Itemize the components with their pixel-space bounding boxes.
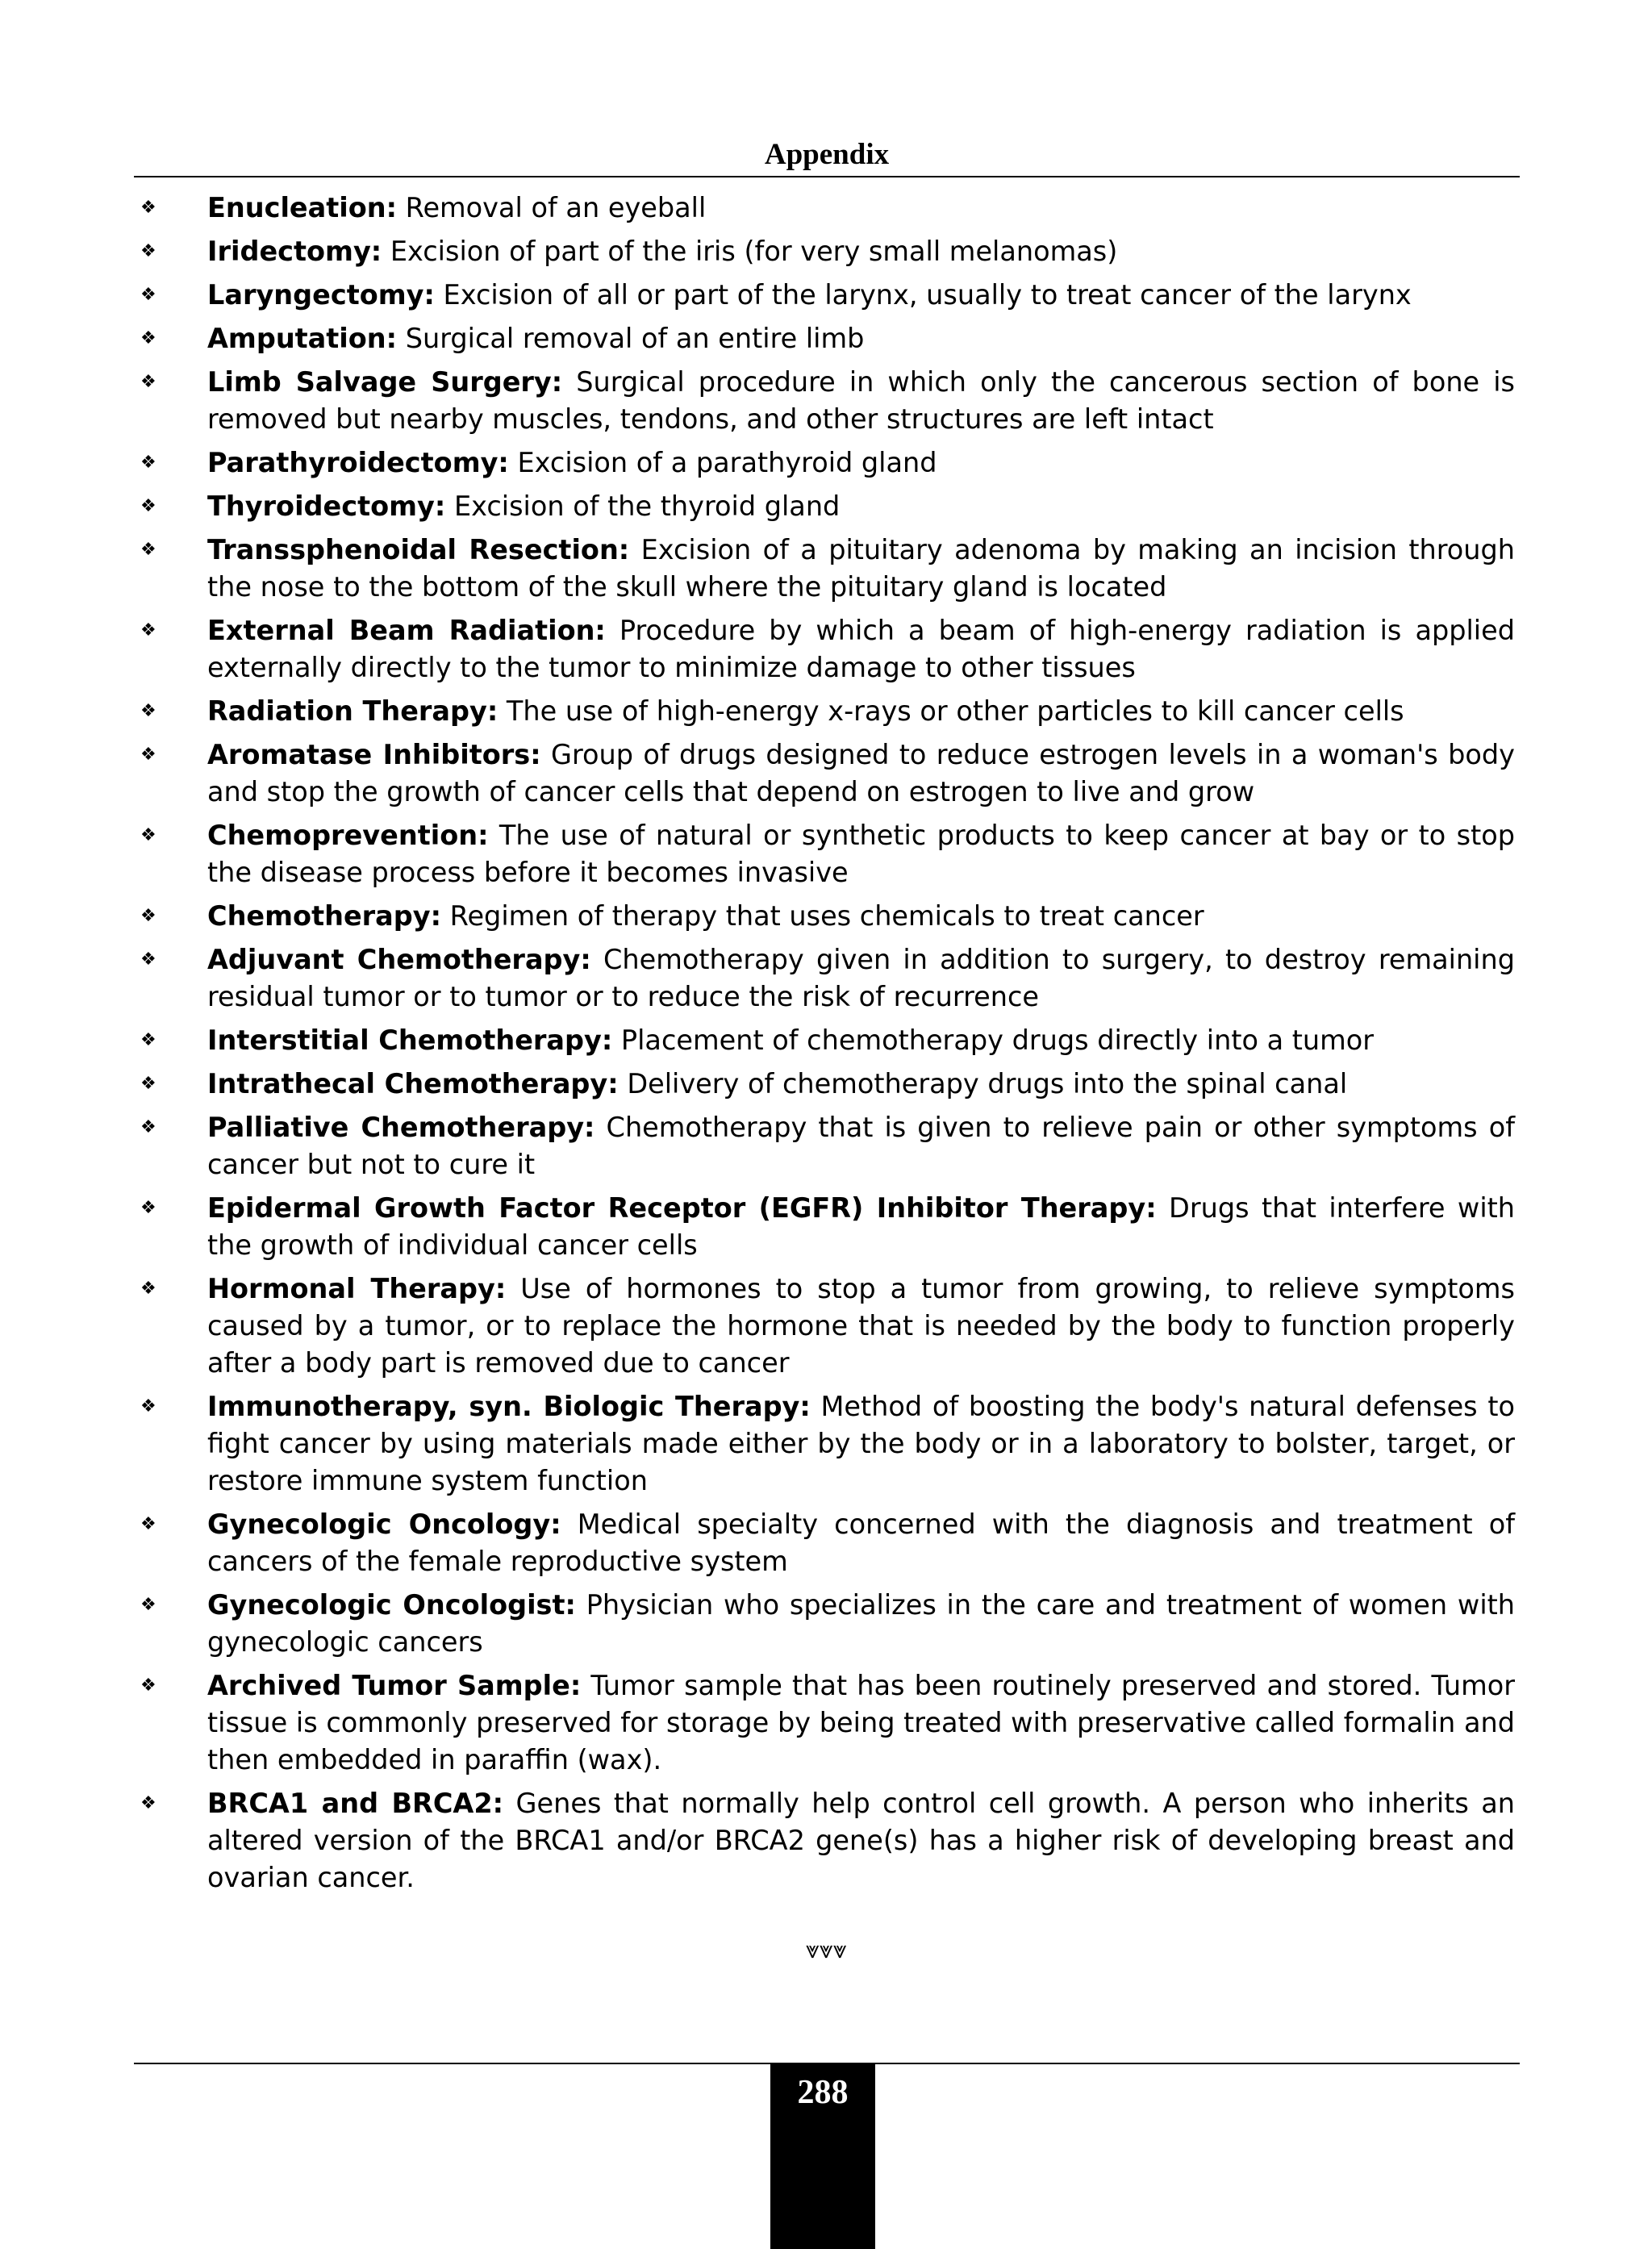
diamond-bullet-icon: ❖ xyxy=(140,620,156,640)
glossary-entry xyxy=(134,1109,1515,1183)
glossary-term: Archived Tumor Sample: xyxy=(207,1670,582,1701)
glossary-entry xyxy=(134,1785,1515,1896)
glossary-term: Enucleation: xyxy=(207,192,398,223)
glossary-definition: Physician who specializes in the care and treatment of women with gynecologic cancers xyxy=(207,1589,1516,1658)
glossary-term: Amputation: xyxy=(207,323,398,354)
glossary-entry xyxy=(134,736,1515,811)
glossary-definition: Surgical removal of an entire limb xyxy=(405,323,865,354)
glossary-term: Adjuvant Chemotherapy: xyxy=(207,944,591,975)
glossary-term: Laryngectomy: xyxy=(207,279,435,311)
diamond-bullet-icon: ❖ xyxy=(140,241,156,261)
diamond-bullet-icon: ❖ xyxy=(140,453,156,473)
glossary-term: Hormonal Therapy: xyxy=(207,1273,507,1304)
glossary-definition: The use of natural or synthetic products to keep cancer at bay or to stop the disease process before it becomes invasive xyxy=(207,820,1515,888)
glossary-term: Intrathecal Chemotherapy: xyxy=(207,1068,619,1099)
glossary-definition: Placement of chemotherapy drugs directly into a tumor xyxy=(620,1024,1375,1056)
diamond-bullet-icon: ❖ xyxy=(140,1279,156,1299)
glossary-term: Interstitial Chemotherapy: xyxy=(207,1024,613,1056)
glossary-term: Chemotherapy: xyxy=(207,900,442,932)
glossary-definition: Excision of all or part of the larynx, usually to treat cancer of the larynx xyxy=(443,279,1412,311)
glossary-definition: Surgical procedure in which only the cancerous section of bone is removed but nearby muscles, tendons, and other structures are left intact xyxy=(207,366,1515,435)
glossary-definition: Medical specialty concerned with the diagnosis and treatment of cancers of the female reproductive system xyxy=(207,1508,1515,1577)
diamond-bullet-icon: ❖ xyxy=(140,745,156,765)
glossary-definition: Genes that normally help control cell growth. A person who inherits an altered version of the BRCA1 and/or BRCA2 gene(s) has a higher risk of developing breast and ovarian cancer. xyxy=(207,1788,1515,1893)
glossary-definition: Tumor sample that has been routinely preserved and stored. Tumor tissue is commonly preserved for storage by being treated with preservative called formalin and then embedded in paraffin (wax). xyxy=(207,1670,1515,1775)
glossary-entry xyxy=(134,1190,1515,1264)
diamond-bullet-icon: ❖ xyxy=(140,540,156,560)
diamond-bullet-icon: ❖ xyxy=(140,1675,156,1696)
diamond-bullet-icon: ❖ xyxy=(140,285,156,305)
glossary-entry xyxy=(134,364,1515,438)
glossary-term: Immunotherapy, syn. Biologic Therapy: xyxy=(207,1391,811,1422)
glossary-entry xyxy=(134,1022,1515,1059)
glossary-term: Chemoprevention: xyxy=(207,820,489,851)
glossary-term: Radiation Therapy: xyxy=(207,695,499,727)
glossary-term: Transsphenoidal Resection: xyxy=(207,534,630,565)
glossary-definition: Delivery of chemotherapy drugs into the spinal canal xyxy=(627,1068,1348,1099)
glossary-entry xyxy=(134,532,1515,606)
diamond-bullet-icon: ❖ xyxy=(140,328,156,348)
glossary-definition: Removal of an eyeball xyxy=(405,192,707,223)
glossary-term: External Beam Radiation: xyxy=(207,615,606,646)
diamond-bullet-icon: ❖ xyxy=(140,825,156,845)
diamond-bullet-icon: ❖ xyxy=(140,1514,156,1534)
glossary-term: BRCA1 and BRCA2: xyxy=(207,1788,504,1819)
glossary-entry xyxy=(134,488,1515,525)
diamond-bullet-icon: ❖ xyxy=(140,198,156,218)
glossary-definition: Excision of part of the iris (for very small melanomas) xyxy=(390,236,1118,267)
diamond-bullet-icon: ❖ xyxy=(140,1117,156,1137)
glossary-definition: Regimen of therapy that uses chemicals to treat cancer xyxy=(449,900,1204,932)
glossary-entry xyxy=(134,898,1515,935)
glossary-definition: Excision of a pituitary adenoma by making an incision through the nose to the bottom of the skull where the pituitary gland is located xyxy=(207,534,1515,603)
glossary-definition: The use of high-energy x-rays or other particles to kill cancer cells xyxy=(506,695,1404,727)
glossary-definition: Group of drugs designed to reduce estrogen levels in a woman's body and stop the growth of cancer cells that depend on estrogen to live and grow xyxy=(207,739,1515,807)
glossary-entry xyxy=(134,277,1515,314)
diamond-bullet-icon: ❖ xyxy=(140,372,156,392)
page-number: 288 xyxy=(797,2074,849,2111)
glossary-entry xyxy=(134,1506,1515,1580)
glossary-entry xyxy=(134,233,1515,270)
glossary-term: Iridectomy: xyxy=(207,236,382,267)
page-number-tab xyxy=(770,2063,875,2249)
glossary-entry xyxy=(134,1271,1515,1382)
glossary-definition: Method of boosting the body's natural defenses to fight cancer by using materials made either by the body or in a laboratory to bolster, target, or restore immune system function xyxy=(207,1391,1515,1496)
diamond-bullet-icon: ❖ xyxy=(140,1198,156,1218)
page-header-title: Appendix xyxy=(764,138,890,171)
glossary-definition: Excision of the thyroid gland xyxy=(453,490,841,522)
glossary-entry xyxy=(134,817,1515,891)
header-divider xyxy=(134,176,1520,177)
glossary-term: Epidermal Growth Factor Receptor (EGFR) Inhibitor Therapy: xyxy=(207,1192,1157,1224)
glossary-term: Palliative Chemotherapy: xyxy=(207,1112,595,1143)
diamond-bullet-icon: ❖ xyxy=(140,1595,156,1615)
glossary-entry xyxy=(134,612,1515,686)
glossary-entry xyxy=(134,1066,1515,1103)
diamond-bullet-icon: ❖ xyxy=(140,496,156,516)
glossary-definition: Drugs that interfere with the growth of individual cancer cells xyxy=(207,1192,1516,1261)
glossary-list xyxy=(134,190,1515,1903)
glossary-term: Gynecologic Oncology: xyxy=(207,1508,561,1540)
diamond-bullet-icon: ❖ xyxy=(140,701,156,721)
glossary-entry xyxy=(134,941,1515,1016)
glossary-term: Gynecologic Oncologist: xyxy=(207,1589,576,1621)
glossary-entry xyxy=(134,1388,1515,1500)
glossary-term: Thyroidectomy: xyxy=(207,490,446,522)
glossary-entry xyxy=(134,190,1515,227)
glossary-definition: Use of hormones to stop a tumor from growing, to relieve symptoms caused by a tumor, or to replace the hormone that is needed by the body to function properly after a body part is removed due to cancer xyxy=(207,1273,1516,1379)
glossary-entry xyxy=(134,693,1515,730)
glossary-definition: Chemotherapy given in addition to surgery, to destroy remaining residual tumor or to tumor or to reduce the risk of recurrence xyxy=(207,944,1515,1012)
diamond-bullet-icon: ❖ xyxy=(140,1074,156,1094)
glossary-definition: Procedure by which a beam of high-energy radiation is applied externally directly to the tumor to minimize damage to other tissues xyxy=(207,615,1515,683)
glossary-definition: Chemotherapy that is given to relieve pain or other symptoms of cancer but not to cure it xyxy=(207,1112,1515,1180)
diamond-bullet-icon: ❖ xyxy=(140,949,156,970)
glossary-term: Parathyroidectomy: xyxy=(207,447,509,478)
diamond-bullet-icon: ❖ xyxy=(140,1793,156,1813)
glossary-definition: Excision of a parathyroid gland xyxy=(517,447,937,478)
glossary-entry xyxy=(134,1667,1515,1779)
diamond-bullet-icon: ❖ xyxy=(140,1030,156,1050)
end-ornament-icon: ⩔⩔⩔ xyxy=(805,1936,847,1964)
glossary-term: Limb Salvage Surgery: xyxy=(207,366,563,398)
diamond-bullet-icon: ❖ xyxy=(140,1396,156,1417)
glossary-entry xyxy=(134,1587,1515,1661)
diamond-bullet-icon: ❖ xyxy=(140,906,156,926)
glossary-entry xyxy=(134,444,1515,482)
glossary-term: Aromatase Inhibitors: xyxy=(207,739,541,770)
glossary-entry xyxy=(134,320,1515,357)
